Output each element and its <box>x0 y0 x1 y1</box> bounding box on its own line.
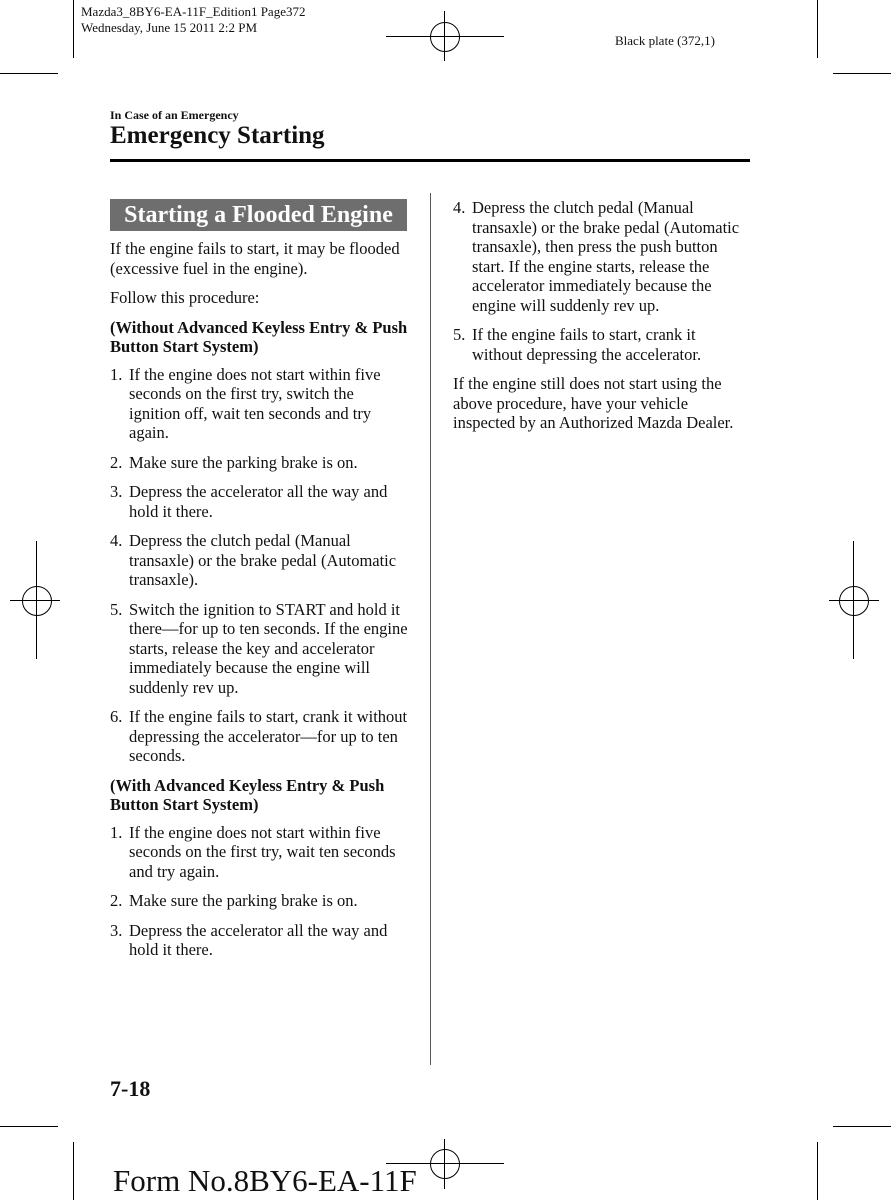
page-number: 7-18 <box>110 1076 151 1101</box>
step-text: Depress the clutch pedal (Manual transaxle) or the brake pedal (Automatic transaxle), then press the push button start. If the engine starts, release the accelerator immediately because the engine will suddenly rev up. <box>472 198 740 315</box>
crop-mark-bottom-left-h <box>0 1126 58 1127</box>
registration-mark-icon <box>839 586 869 616</box>
subheading-with-keyless: (With Advanced Keyless Entry & Push Button Start System) <box>110 775 385 814</box>
list-item <box>110 707 408 766</box>
crop-mark-top-left-v <box>73 0 74 58</box>
step-number: 3. <box>110 482 123 501</box>
step-text: Depress the accelerator all the way and hold it there. <box>129 482 388 521</box>
step-number: 1. <box>110 822 123 842</box>
step-number: 5. <box>453 325 466 344</box>
crop-mark-bottom-right-v <box>817 1142 818 1200</box>
print-slug <box>81 4 305 36</box>
intro-paragraph: If the engine fails to start, it may be flooded (excessive fuel in the engine). <box>110 239 400 278</box>
right-column <box>453 198 745 443</box>
steps-without-keyless <box>110 365 408 766</box>
step-number: 5. <box>110 599 123 619</box>
crop-mark-top-left-h <box>0 73 58 74</box>
crop-mark-top-right-h <box>833 73 891 74</box>
slug-line-1: Mazda3_8BY6-EA-11F_Edition1 Page372 <box>81 4 306 19</box>
subheading-without-keyless: (Without Advanced Keyless Entry & Push Button Start System) <box>110 317 408 356</box>
step-text: Make sure the parking brake is on. <box>129 452 358 472</box>
step-text: If the engine does not start within five seconds on the first try, wait ten seconds and try again. <box>129 822 396 881</box>
section-label: In Case of an Emergency <box>110 108 239 122</box>
form-number: Form No.8BY6-EA-11F <box>113 1163 417 1198</box>
list-item <box>110 600 408 698</box>
crop-mark-bottom-right-h <box>833 1126 891 1127</box>
step-text: Make sure the parking brake is on. <box>129 891 358 910</box>
list-item <box>110 365 408 443</box>
steps-with-keyless-continued <box>453 198 745 364</box>
registration-mark-icon <box>22 586 52 616</box>
slug-line-2: Wednesday, June 15 2011 2:2 PM <box>81 20 258 35</box>
list-item <box>110 891 408 911</box>
step-text: Depress the clutch pedal (Manual transaxle) or the brake pedal (Automatic transaxle). <box>129 531 397 589</box>
step-number: 1. <box>110 364 123 384</box>
steps-with-keyless <box>110 823 408 960</box>
step-text: If the engine fails to start, crank it without depressing the accelerator―for up to ten seconds. <box>129 707 408 765</box>
registration-mark-icon <box>430 1149 460 1179</box>
step-number: 2. <box>110 452 123 472</box>
step-text: If the engine fails to start, crank it without depressing the accelerator. <box>472 325 702 364</box>
step-number: 4. <box>110 531 123 550</box>
subsection-heading: Starting a Flooded Engine <box>110 199 407 231</box>
step-number: 3. <box>110 920 123 940</box>
list-item <box>110 453 408 473</box>
closing-paragraph: If the engine still does not start using the above procedure, have your vehicle inspected by an Authorized Mazda Dealer. <box>453 374 734 432</box>
column-divider <box>430 193 431 1065</box>
step-text: If the engine does not start within five seconds on the first try, switch the ignition off, wait ten seconds and try again. <box>129 364 381 442</box>
list-item <box>453 325 745 364</box>
list-item <box>453 198 745 315</box>
follow-paragraph: Follow this procedure: <box>110 288 260 307</box>
step-number: 4. <box>453 198 466 217</box>
crop-mark-top-right-v <box>817 0 818 58</box>
step-text: Switch the ignition to START and hold it there―for up to ten seconds. If the engine starts, release the key and accelerator immediately because the engine will suddenly rev up. <box>129 599 408 697</box>
list-item <box>110 531 408 590</box>
list-item <box>110 482 408 521</box>
page-title: Emergency Starting <box>110 122 325 149</box>
step-number: 6. <box>110 707 123 726</box>
list-item <box>110 823 408 882</box>
registration-mark-icon <box>430 22 460 52</box>
left-column <box>110 239 408 970</box>
black-plate-label: Black plate (372,1) <box>615 33 715 48</box>
crop-mark-bottom-left-v <box>73 1142 74 1200</box>
step-number: 2. <box>110 891 123 910</box>
step-text: Depress the accelerator all the way and hold it there. <box>129 920 388 959</box>
title-rule <box>110 159 750 162</box>
list-item <box>110 921 408 960</box>
